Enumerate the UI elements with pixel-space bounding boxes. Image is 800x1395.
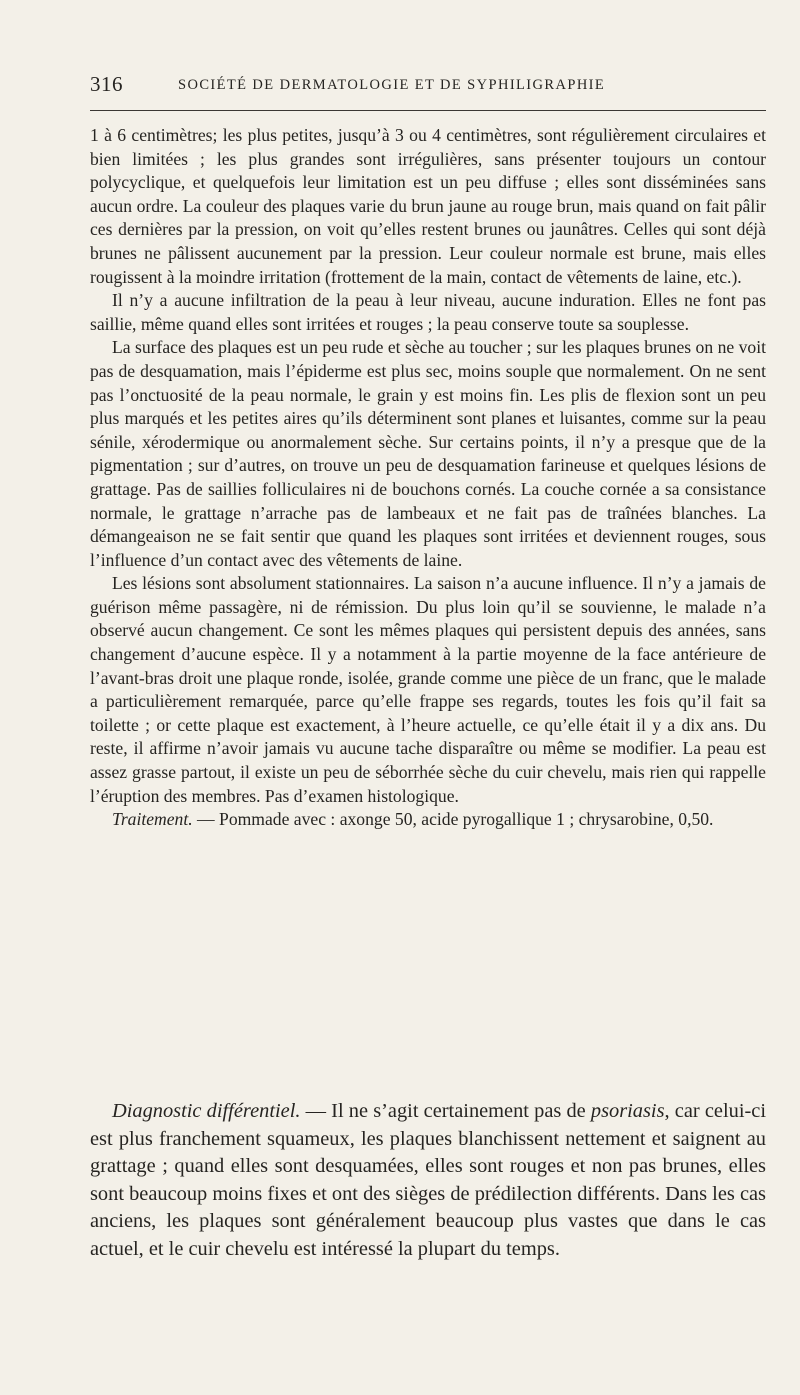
paragraph-plaques-size: 1 à 6 centimètres; les plus petites, jusqu’à 3 ou 4 centimètres, sont régulièrement circulaires et bien limitées ; les plus grandes sont irrégulières, sans présenter toujours un contour polycyclique, et quelquefois leur limitation est un peu diffuse ; elles sont disséminées sans aucun ordre. La couleur des plaques varie du brun jaune au rouge brun, mais quand on fait pâlir ces dernières par la pression, on voit qu’elles restent brunes ou jaunâtres. Celles qui sont déjà brunes ne pâlissent aucunement par la pression. Leur couleur normale est brune, mais elles rougissent à la moindre irritation (frottement de la main, contact de vêtements de laine, etc.). [90, 125, 766, 287]
traitement-text: — Pommade avec : axonge 50, acide pyrogallique 1 ; chrysarobine, 0,50. [192, 809, 714, 830]
page-number: 316 [90, 72, 123, 96]
observation-text [90, 124, 766, 832]
traitement-label: Traitement. [112, 809, 193, 830]
page-header [90, 70, 766, 104]
paragraph-infiltration: Il n’y a aucune infiltration de la peau à leur niveau, aucune induration. Elles ne font pas saillie, même quand elles sont irritées et rouges ; la peau conserve toute sa souplesse. [90, 290, 766, 334]
document-page [90, 0, 766, 1395]
diagnostic-term: psoriasis [590, 1100, 665, 1122]
paragraph-diagnostic [90, 1098, 766, 1264]
running-title: SOCIÉTÉ DE DERMATOLOGIE ET DE SYPHILIGRAPHIE [178, 77, 606, 93]
paragraph-lesions-stationary: Les lésions sont absolument stationnaires. La saison n’a aucune influence. Il n’y a jamais de guérison même passagère, ni de rémission. Du plus loin qu’il se souvienne, le malade n’a observé aucun changement. Ce sont les mêmes plaques qui persistent depuis des années, sans changement d’aucune espèce. Il y a notamment à la partie moyenne de la face antérieure de l’avant-bras droit une plaque ronde, isolée, grande comme une pièce de un franc, que le malade a particulièrement remarquée, parce qu’elle frappe ses regards, toutes les fois qu’il fait sa toilette ; or cette plaque est exactement, à l’heure actuelle, ce qu’elle était il y a dix ans. Du reste, il affirme n’avoir jamais vu aucune tache disparaître ou même se modifier. La peau est assez grasse partout, il existe un peu de séborrhée sèche du cuir chevelu, mais rien qui rappelle l’éruption des membres. Pas d’examen histologique. [90, 573, 766, 806]
diagnostic-text-2: , car celui-ci est plus franchement squameux, les plaques blanchissent nettement et saignent au grattage ; quand elles sont desquamées, elles sont rouges et non pas brunes, elles sont beaucoup moins fixes et ont des sièges de prédilection différents. Dans les cas anciens, les plaques sont généralement beaucoup plus vastes que dans le cas actuel, et le cuir chevelu est intéressé la plupart du temps. [90, 1100, 766, 1260]
paragraph-traitement [90, 808, 766, 832]
diagnostic-text-1: — Il ne s’agit certainement pas de [300, 1100, 591, 1122]
diagnostic-section [90, 1098, 766, 1264]
header-rule [90, 110, 766, 111]
diagnostic-label: Diagnostic différentiel. [112, 1100, 301, 1122]
paragraph-surface: La surface des plaques est un peu rude et sèche au toucher ; sur les plaques brunes on ne voit pas de desquamation, mais l’épiderme est plus sec, moins souple que normalement. On ne sent pas l’onctuosité de la peau normale, le grain y est moins fin. Les plis de flexion sont un peu plus marqués et les petites aires qu’ils déterminent sont planes et luisantes, comme sur la peau sénile, xérodermique ou anormalement sèche. Sur certains points, il n’y a presque que de la pigmentation ; sur d’autres, on trouve un peu de desquamation farineuse et quelques lésions de grattage. Pas de saillies folliculaires ni de bouchons cornés. La couche cornée a sa consistance normale, le grattage n’arrache pas de lambeaux et ne fait pas de traînées blanches. La démangeaison ne se fait sentir que quand les plaques sont irritées et deviennent rouges, sous l’influence d’un contact avec des vêtements de laine. [90, 337, 766, 570]
